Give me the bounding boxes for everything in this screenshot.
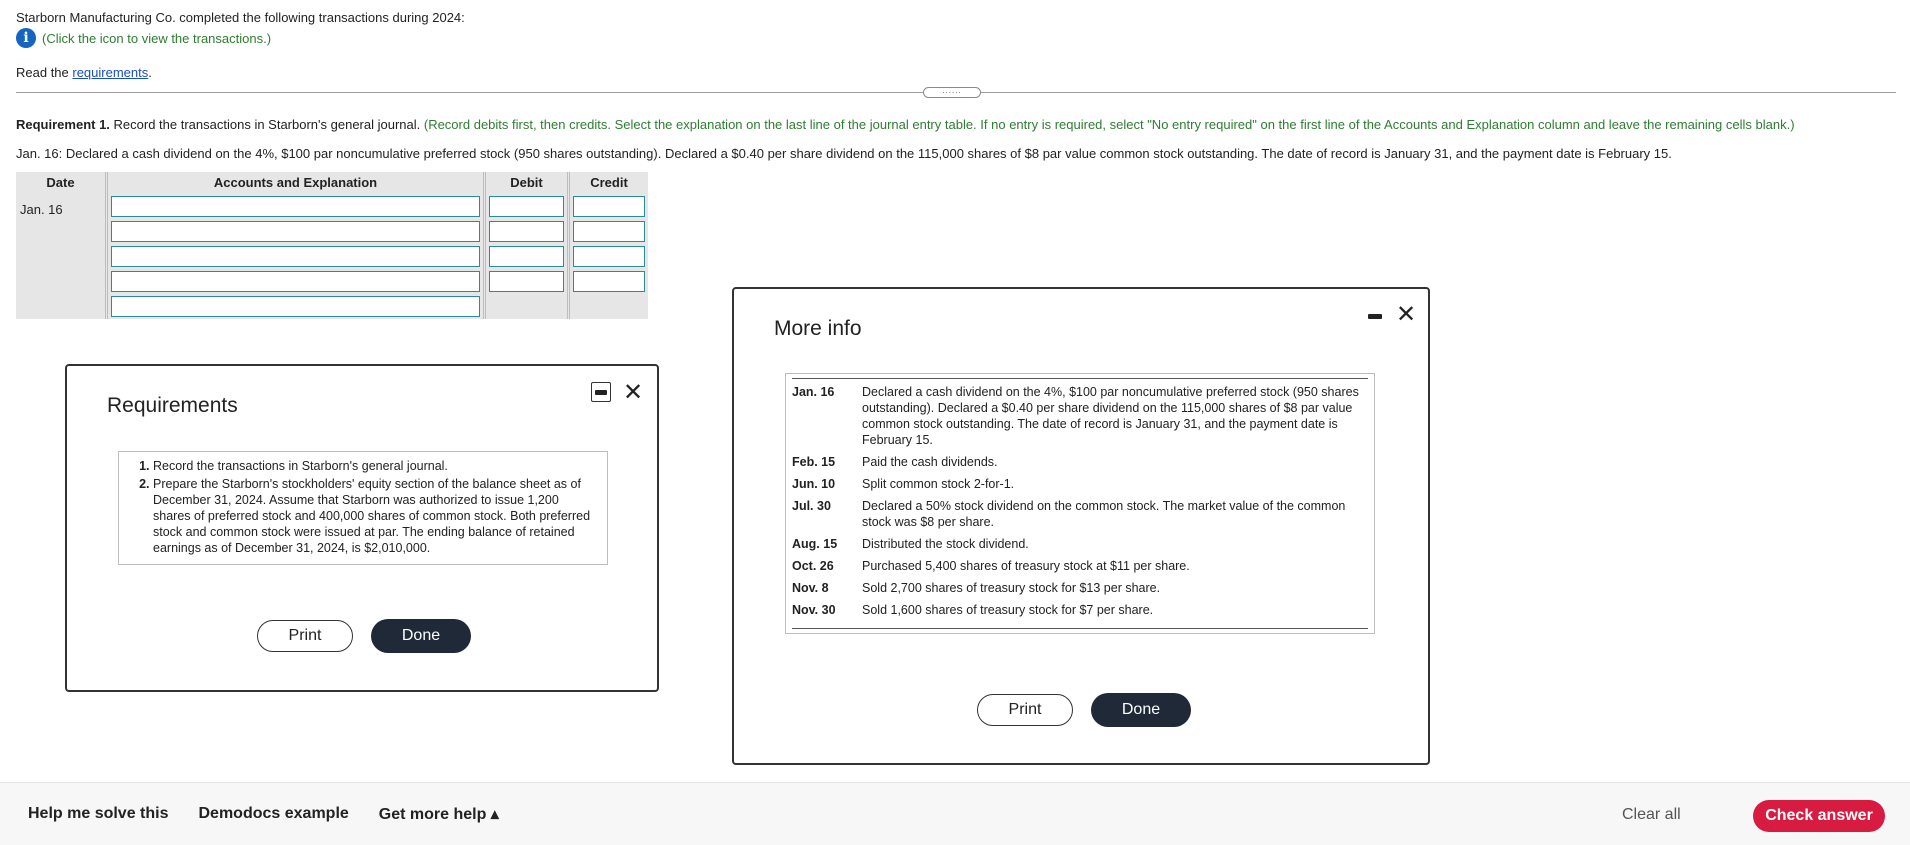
transaction-description: Jan. 16: Declared a cash dividend on the 4%, $100 par noncumulative preferred stock (950 shares outstanding). Declared a $0.40 per share dividend on the 115,000 shares of $8 par value common stock outstanding. The date of record is January 31, and the payment date is February 15. (16, 146, 1672, 161)
requirements-modal (65, 364, 659, 692)
read-suffix: . (148, 65, 152, 80)
close-icon[interactable]: ✕ (623, 378, 644, 406)
transaction-desc: Distributed the stock dividend. (862, 537, 1029, 551)
explanation-input[interactable] (111, 296, 480, 317)
journal-header-row (16, 172, 648, 194)
transaction-row (792, 558, 1368, 574)
pane-splitter-handle[interactable]: ...... (923, 87, 981, 98)
transactions-table (785, 373, 1375, 634)
transaction-desc: Paid the cash dividends. (862, 455, 998, 469)
transaction-date: Jan. 16 (792, 385, 835, 399)
transaction-row (792, 536, 1368, 552)
credit-column (570, 194, 648, 319)
account-input-3[interactable] (111, 246, 480, 267)
requirement-1-instruction: (Record debits first, then credits. Select the explanation on the last line of the journal entry table. If no entry is required, select "No entry required" on the first line of the Accounts and Explanation column and leave the remaining cells blank.) (420, 117, 1795, 132)
journal-entry-table (16, 172, 648, 319)
debit-input-3[interactable] (489, 246, 564, 267)
view-transactions-link[interactable]: (Click the icon to view the transactions.) (42, 30, 272, 46)
transaction-row (792, 454, 1368, 470)
account-input-2[interactable] (111, 221, 480, 242)
debit-column-header: Debit (486, 172, 570, 194)
more-info-title: More info (774, 317, 862, 340)
read-requirements (16, 65, 152, 80)
minimize-icon[interactable] (591, 382, 611, 402)
entry-date: Jan. 16 (20, 202, 63, 217)
transaction-date: Aug. 15 (792, 537, 838, 551)
account-input-4[interactable] (111, 271, 480, 292)
problem-intro: Starborn Manufacturing Co. completed the following transactions during 2024: (16, 10, 465, 25)
debit-column (486, 194, 570, 319)
transaction-row (792, 580, 1368, 596)
transaction-row (792, 498, 1368, 530)
info-icon[interactable]: i (16, 28, 36, 48)
check-answer-button[interactable]: Check answer (1753, 800, 1885, 832)
debit-input-1[interactable] (489, 196, 564, 217)
transaction-desc: Declared a cash dividend on the 4%, $100 par noncumulative preferred stock (950 shares outstanding). Declared a $0.40 per share dividend on the 115,000 shares of $8 par value common stock outstanding. The date of record is January 31, and the payment date is February 15. (862, 385, 1359, 447)
transactions-rows (792, 378, 1368, 629)
requirements-list (127, 458, 599, 556)
help-me-solve-link[interactable]: Help me solve this (28, 805, 169, 822)
requirement-1-label: Requirement 1. (16, 117, 110, 132)
transaction-desc: Purchased 5,400 shares of treasury stock at $11 per share. (862, 559, 1190, 573)
date-column (16, 194, 108, 319)
transaction-date: Jun. 10 (792, 477, 836, 491)
requirement-item: 1. Record the transactions in Starborn's general journal. (153, 458, 599, 474)
debit-input-2[interactable] (489, 221, 564, 242)
transaction-desc: Declared a 50% stock dividend on the common stock. The market value of the common stock was $8 per share. (862, 499, 1346, 529)
transaction-row (792, 602, 1368, 618)
account-input-1[interactable] (111, 196, 480, 217)
transaction-date: Nov. 30 (792, 603, 836, 617)
transaction-date: Feb. 15 (792, 455, 836, 469)
accounts-column-header: Accounts and Explanation (108, 172, 486, 194)
credit-input-1[interactable] (573, 196, 645, 217)
clear-all-button[interactable]: Clear all (1622, 806, 1681, 823)
journal-body (16, 194, 648, 319)
requirements-link[interactable]: requirements (72, 65, 149, 80)
transaction-desc: Sold 1,600 shares of treasury stock for $7 per share. (862, 603, 1154, 617)
debit-input-4[interactable] (489, 271, 564, 292)
date-column-header: Date (16, 172, 108, 194)
transaction-desc: Split common stock 2-for-1. (862, 477, 1015, 491)
credit-input-2[interactable] (573, 221, 645, 242)
minimize-icon[interactable] (1368, 314, 1382, 319)
credit-input-4[interactable] (573, 271, 645, 292)
requirement-item: 2. Prepare the Starborn's stockholders' equity section of the balance sheet as of December 31, 2024. Assume that Starborn was authorized to issue 1,200 shares of preferred stock and 400,000 shares of common stock. Both preferred stock and common stock were issued at par. The ending balance of retained earnings as of December 31, 2024, is $2,010,000. (153, 476, 599, 556)
demodocs-example-link[interactable]: Demodocs example (198, 805, 349, 822)
get-more-help-link[interactable]: Get more help ▴ (378, 806, 499, 823)
credit-column-header: Credit (570, 172, 648, 194)
transaction-desc: Sold 2,700 shares of treasury stock for $13 per share. (862, 581, 1161, 595)
done-button[interactable]: Done (1091, 693, 1191, 727)
transaction-date: Jul. 30 (792, 499, 831, 513)
more-info-modal (732, 287, 1430, 765)
requirements-title: Requirements (107, 394, 238, 417)
requirements-list-box (118, 451, 608, 565)
transaction-row (792, 384, 1368, 448)
accounts-column (108, 194, 486, 319)
view-transactions-row[interactable] (16, 28, 271, 48)
transaction-date: Oct. 26 (792, 559, 834, 573)
print-button[interactable]: Print (257, 620, 353, 652)
requirement-1-prompt (16, 117, 1896, 132)
transaction-date: Nov. 8 (792, 581, 829, 595)
transaction-row (792, 476, 1368, 492)
done-button[interactable]: Done (371, 619, 471, 653)
credit-input-3[interactable] (573, 246, 645, 267)
requirement-1-text: Record the transactions in Starborn's general journal. (109, 117, 421, 132)
read-prefix: Read the (16, 65, 73, 80)
close-icon[interactable]: ✕ (1396, 300, 1417, 328)
print-button[interactable]: Print (977, 694, 1073, 726)
